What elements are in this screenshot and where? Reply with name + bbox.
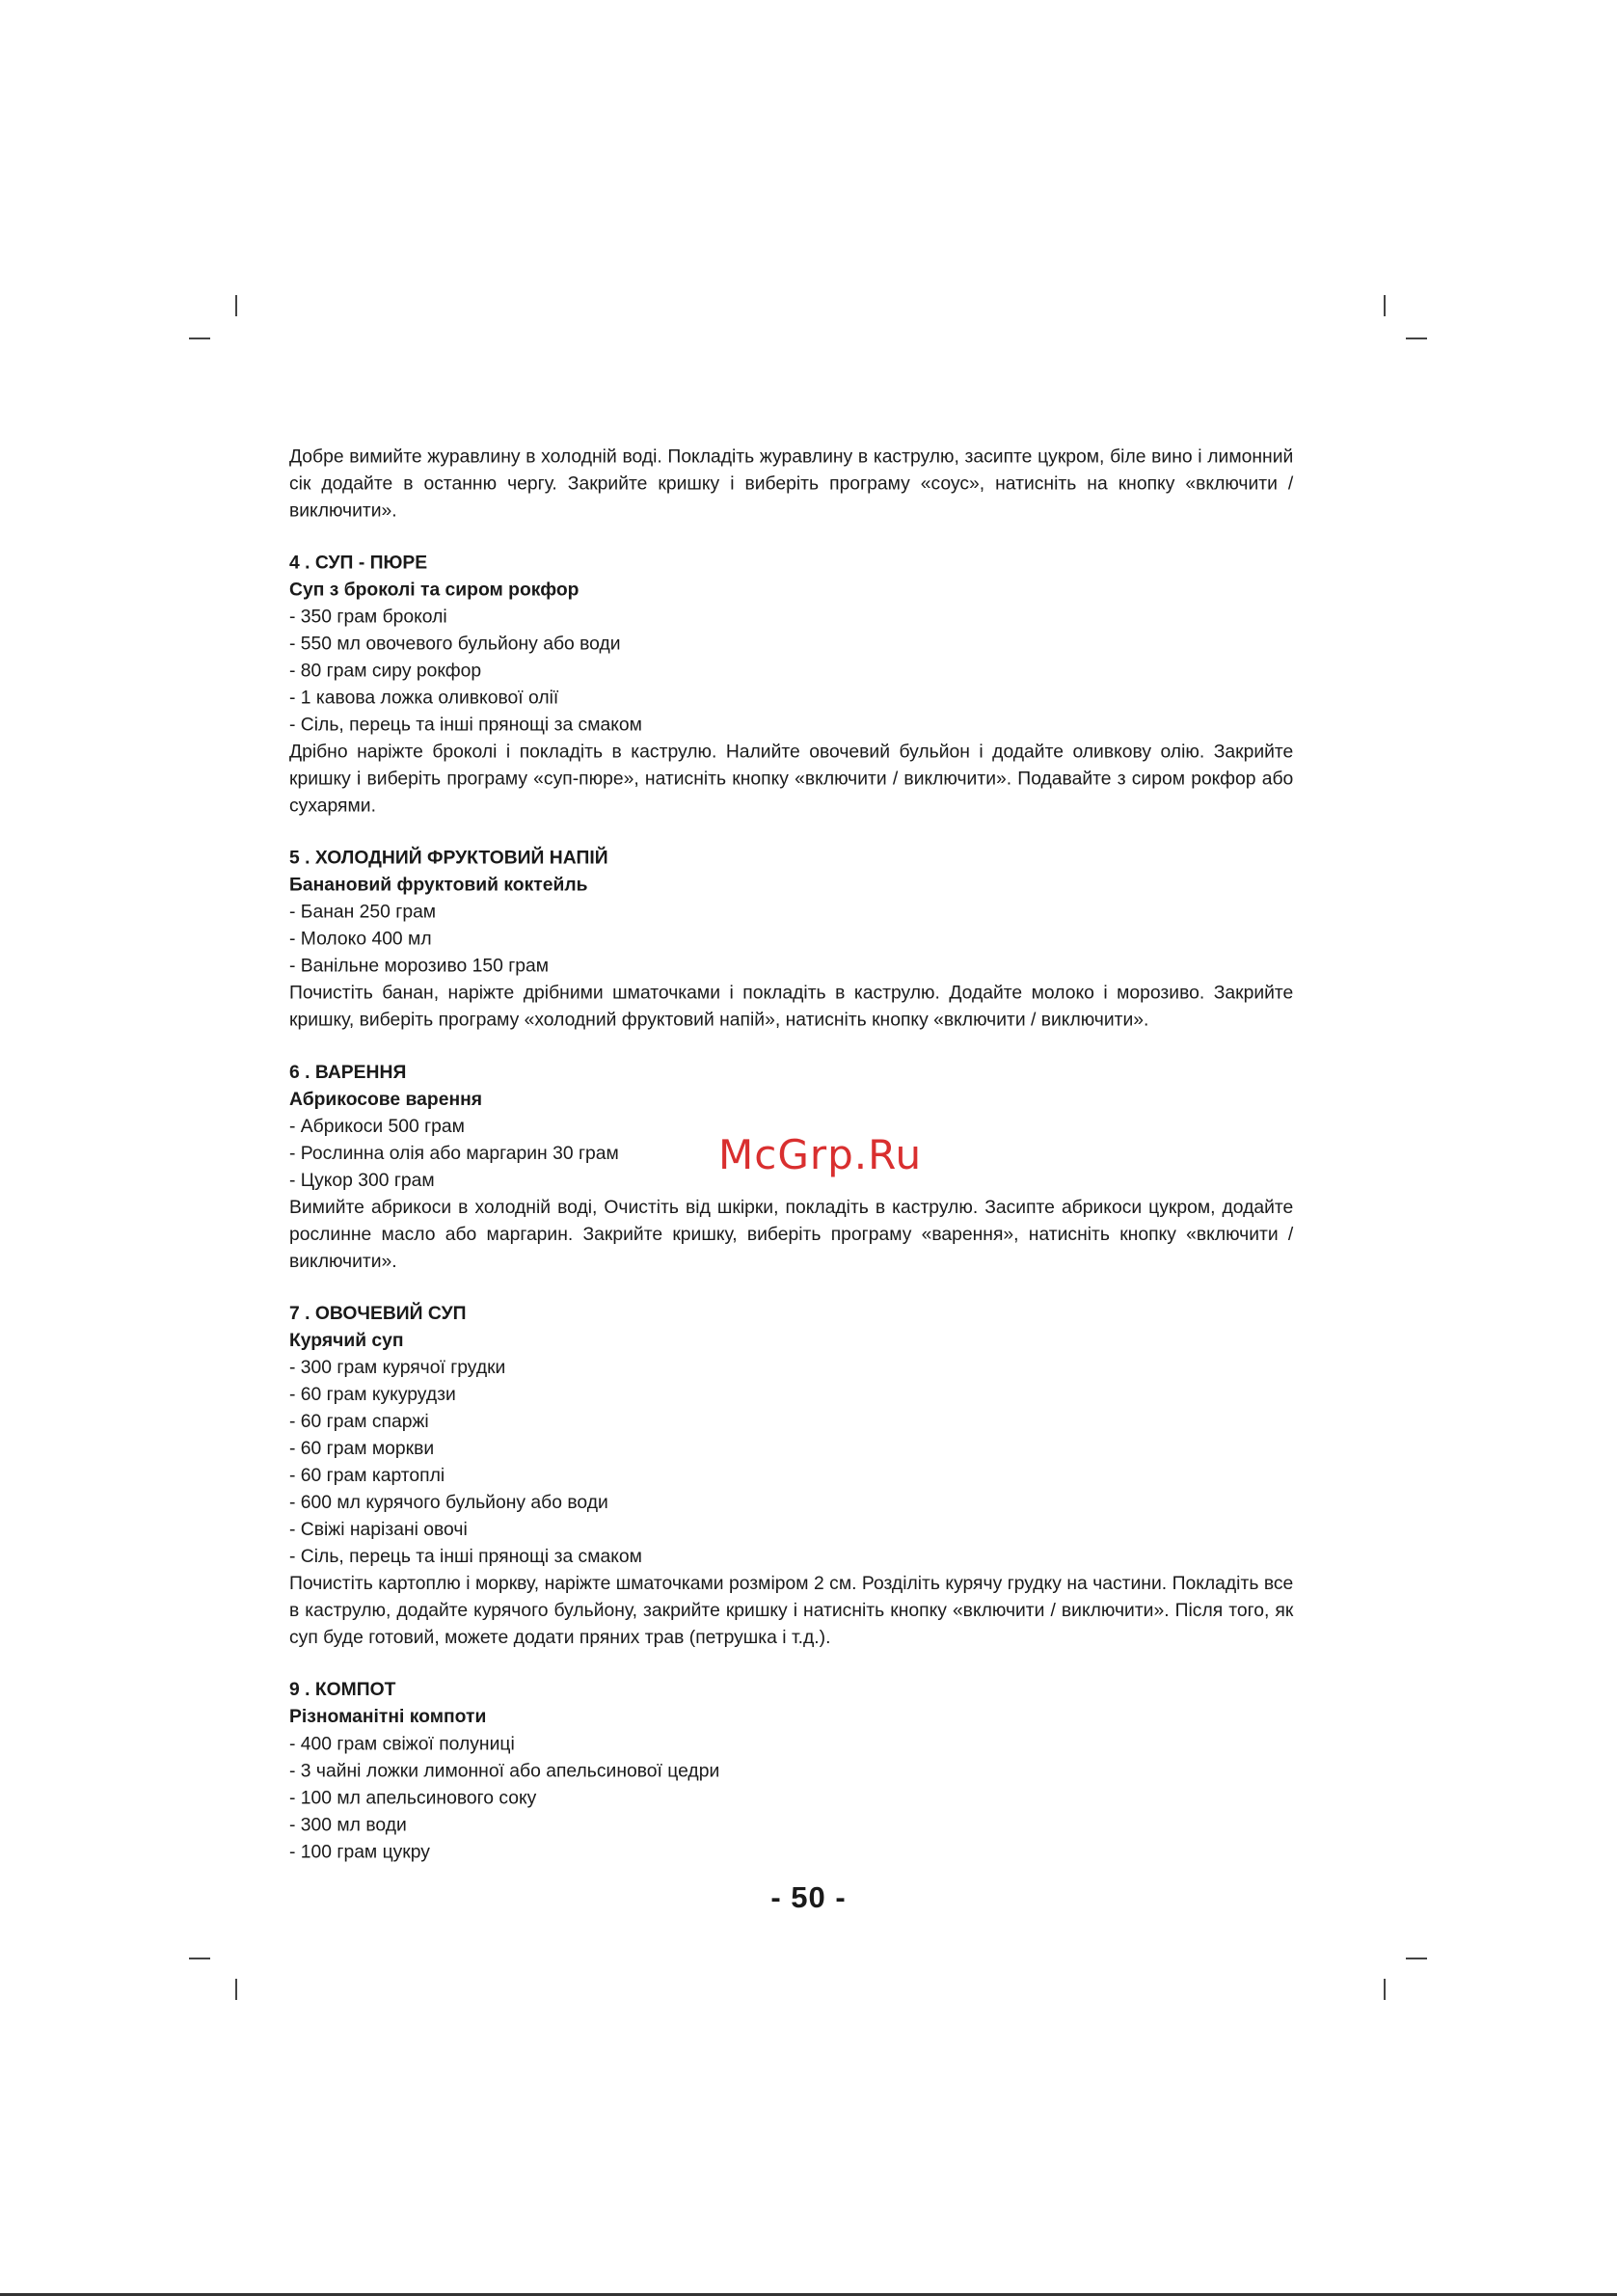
ingredient-item: - Сіль, перець та інші прянощі за смаком [289, 715, 642, 736]
crop-mark-top-left-horizontal [189, 338, 210, 339]
ingredient-item: - Свіжі нарізані овочі [289, 1519, 468, 1540]
recipe-title: Банановий фруктовий коктейль [289, 875, 588, 896]
crop-mark-bottom-left-horizontal [189, 1958, 210, 1959]
recipe-title: Суп з броколі та сиром рокфор [289, 580, 579, 601]
recipe-title: Абрикосове варення [289, 1089, 483, 1110]
crop-mark-bottom-right-horizontal [1406, 1958, 1427, 1959]
crop-mark-top-right-vertical [1384, 295, 1386, 316]
ingredient-item: - 100 грам цукру [289, 1841, 430, 1863]
crop-mark-bottom-right-vertical [1384, 1979, 1386, 2000]
recipe-section [289, 1301, 1293, 1652]
section-heading: 7 . ОВОЧЕВИЙ СУП [289, 1303, 467, 1324]
ingredient-item: - 550 мл овочевого бульйону або води [289, 634, 621, 655]
recipe-section [289, 1677, 1293, 1866]
crop-mark-top-right-horizontal [1406, 338, 1427, 339]
crop-mark-bottom-left-vertical [235, 1979, 237, 2000]
watermark-text: McGrp.Ru [718, 1131, 923, 1178]
recipe-section [289, 845, 1293, 1034]
ingredient-item: - 60 грам спаржі [289, 1411, 429, 1432]
ingredient-item: - 100 мл апельсинового соку [289, 1787, 537, 1809]
recipe-title: Курячий суп [289, 1330, 404, 1351]
ingredient-item: - Ванільне морозиво 150 грам [289, 956, 550, 977]
intro-paragraph: Добре вимийте журавлину в холодній воді. Покладіть журавлину в каструлю, засипте цукром, біле вино і лимонний сік додайте в останню чергу. Закрийте кришку і виберіть програму «соус», натисніть на кнопку «включити / виключити». [289, 446, 1294, 522]
recipe-instructions: Почистіть картоплю і моркву, наріжте шматочками розміром 2 см. Розділіть курячу грудку на частини. Покладіть все в каструлю, додайте курячого бульйону, закрийте кришку і натисніть кнопку «включити / виключити». Після того, як суп буде готовий, можете додати пряних трав (петрушка і т.д.). [289, 1573, 1294, 1648]
recipe-instructions: Дрібно наріжте броколі і покладіть в каструлю. Налийте овочевий бульйон і додайте оливкову олію. Закрийте кришку і виберіть програму «суп-пюре», натисніть кнопку «включити / виключити». Подавайте з сиром рокфор або сухарями. [289, 742, 1294, 817]
recipe-section [289, 550, 1293, 820]
ingredient-item: - 1 кавова ложка оливкової олії [289, 688, 559, 709]
ingredient-item: - Абрикоси 500 грам [289, 1116, 465, 1137]
section-heading: 6 . ВАРЕННЯ [289, 1062, 407, 1083]
ingredient-item: - 80 грам сиру рокфор [289, 661, 482, 682]
ingredient-item: - 300 грам курячої грудки [289, 1357, 506, 1378]
ingredient-item: - 350 грам броколі [289, 607, 447, 628]
ingredient-item: - 300 мл води [289, 1814, 407, 1836]
ingredient-item: - Молоко 400 мл [289, 929, 432, 950]
section-heading: 9 . КОМПОТ [289, 1679, 396, 1701]
section-heading: 5 . ХОЛОДНИЙ ФРУКТОВИЙ НАПІЙ [289, 848, 608, 869]
ingredient-item: - Цукор 300 грам [289, 1170, 435, 1191]
ingredient-item: - 400 грам свіжої полуниці [289, 1733, 515, 1755]
ingredient-item: - 60 грам моркви [289, 1438, 435, 1459]
ingredient-item: - 600 мл курячого бульйону або води [289, 1492, 608, 1513]
section-heading: 4 . СУП - ПЮРЕ [289, 553, 428, 574]
ingredient-item: - Рослинна олія або маргарин 30 грам [289, 1143, 619, 1164]
recipe-instructions: Вимийте абрикоси в холодній воді, Очистіть від шкірки, покладіть в каструлю. Засипте абрикоси цукром, додайте рослинне масло або маргарин. Закрийте кришку, виберіть програму «варення», натисніть кнопку «включити / виключити». [289, 1197, 1294, 1272]
recipe-title: Різноманітні компоти [289, 1706, 487, 1728]
recipe-instructions: Почистіть банан, наріжте дрібними шматочками і покладіть в каструлю. Додайте молоко і морозиво. Закрийте кришку, виберіть програму «холодний фруктовий напій», натисніть кнопку «включити / виключити». [289, 983, 1294, 1031]
ingredient-item: - 60 грам картоплі [289, 1465, 445, 1486]
ingredient-item: - 3 чайні ложки лимонної або апельсинової цедри [289, 1760, 720, 1782]
page-number: - 50 - [770, 1880, 847, 1914]
ingredient-item: - 60 грам кукурудзи [289, 1384, 456, 1405]
ingredient-item: - Банан 250 грам [289, 902, 437, 923]
ingredient-item: - Сіль, перець та інші прянощі за смаком [289, 1546, 642, 1567]
crop-mark-top-left-vertical [235, 295, 237, 316]
